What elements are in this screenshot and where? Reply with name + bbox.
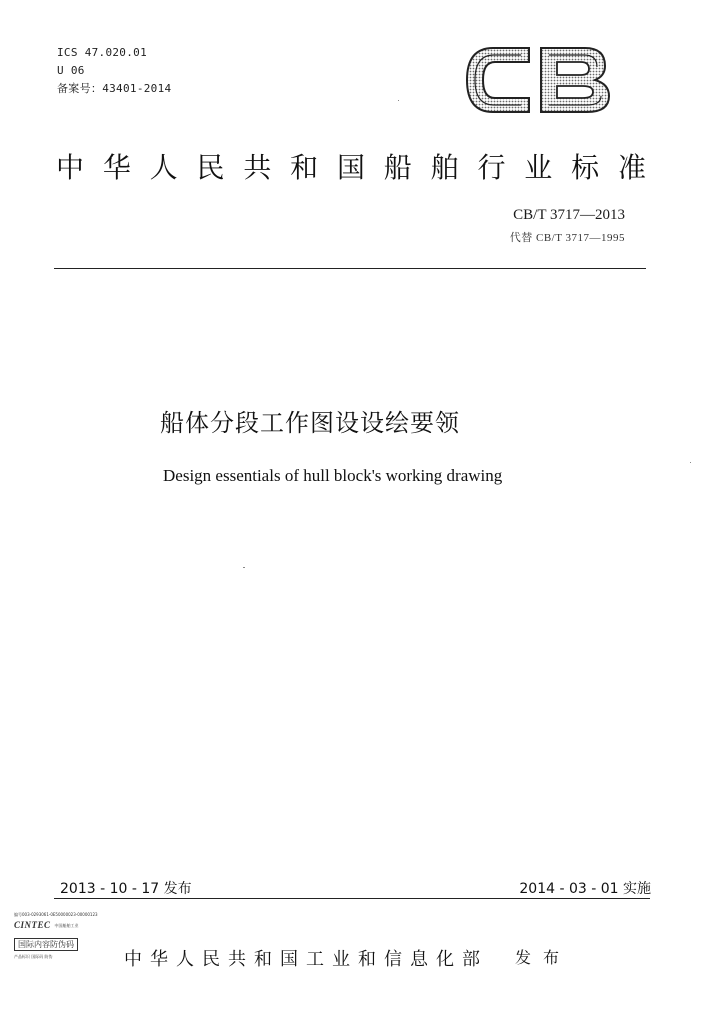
stamp-footer: 产品标识 国际码 防伪 bbox=[14, 954, 53, 959]
standard-title-char: 和 bbox=[290, 151, 319, 184]
publisher-char: 和 bbox=[254, 949, 272, 970]
publisher-char: 化 bbox=[436, 949, 454, 970]
standard-title-char: 标 bbox=[571, 151, 600, 184]
publisher-char: 民 bbox=[202, 949, 220, 970]
document-title-en: Design essentials of hull block's working drawing bbox=[163, 466, 503, 485]
filing-number-line bbox=[57, 80, 171, 98]
cintec-logo: CINTEC bbox=[14, 920, 51, 930]
stamp-brand-note: 中国船舶工业 bbox=[54, 922, 79, 928]
industry-standard-title bbox=[56, 148, 646, 188]
scan-speck bbox=[690, 462, 691, 463]
standard-title-char: 中 bbox=[56, 151, 85, 184]
ccs-code: U 06 bbox=[57, 64, 85, 77]
publisher-char: 业 bbox=[332, 949, 350, 970]
implementation-date: 2014 - 03 - 01 实施 bbox=[519, 881, 651, 897]
stamp-serial: 编号003-0293061-0E50000023-00000123 bbox=[14, 912, 98, 917]
publisher-char: 息 bbox=[410, 949, 428, 970]
scan-speck bbox=[243, 567, 245, 568]
publisher-char: 中 bbox=[124, 949, 142, 970]
standard-title-char: 共 bbox=[243, 151, 272, 184]
footer-divider bbox=[54, 898, 650, 899]
document-title-cn: 船体分段工作图设设绘要领 bbox=[160, 409, 460, 437]
publisher-char: 共 bbox=[228, 949, 246, 970]
standard-title-char: 业 bbox=[524, 151, 553, 184]
standard-title-char: 民 bbox=[196, 151, 225, 184]
standard-title-char: 人 bbox=[149, 151, 178, 184]
issue-date: 2013 - 10 - 17 发布 bbox=[60, 881, 192, 897]
header-divider bbox=[54, 268, 646, 269]
publisher-name bbox=[124, 945, 480, 971]
standard-title-char: 华 bbox=[102, 151, 131, 184]
ics-code: ICS 47.020.01 bbox=[57, 46, 147, 59]
standard-title-char: 船 bbox=[383, 151, 412, 184]
publisher-char: 部 bbox=[462, 949, 480, 970]
standard-title-char: 国 bbox=[336, 151, 365, 184]
cb-logo-icon bbox=[463, 40, 613, 120]
publish-label: 发布 bbox=[515, 948, 572, 967]
filing-number: 43401-2014 bbox=[102, 82, 172, 95]
publisher-char: 信 bbox=[384, 949, 402, 970]
publisher-char: 和 bbox=[358, 949, 376, 970]
filing-label: 备案号： bbox=[57, 82, 103, 95]
stamp-box-label: 国际内容防伪码 bbox=[14, 938, 78, 951]
standard-title-char: 舶 bbox=[430, 151, 459, 184]
standard-title-char: 行 bbox=[477, 151, 506, 184]
replaces-standard: 代替 CB/T 3717—1995 bbox=[509, 232, 625, 244]
publisher-char: 人 bbox=[176, 949, 194, 970]
anti-counterfeit-stamp bbox=[14, 912, 118, 968]
standard-title-char: 准 bbox=[617, 151, 646, 184]
scan-speck bbox=[398, 100, 399, 101]
publisher-char: 工 bbox=[306, 949, 324, 970]
publisher-char: 国 bbox=[280, 949, 298, 970]
publisher-char: 华 bbox=[150, 949, 168, 970]
standard-code: CB/T 3717—2013 bbox=[513, 207, 625, 223]
